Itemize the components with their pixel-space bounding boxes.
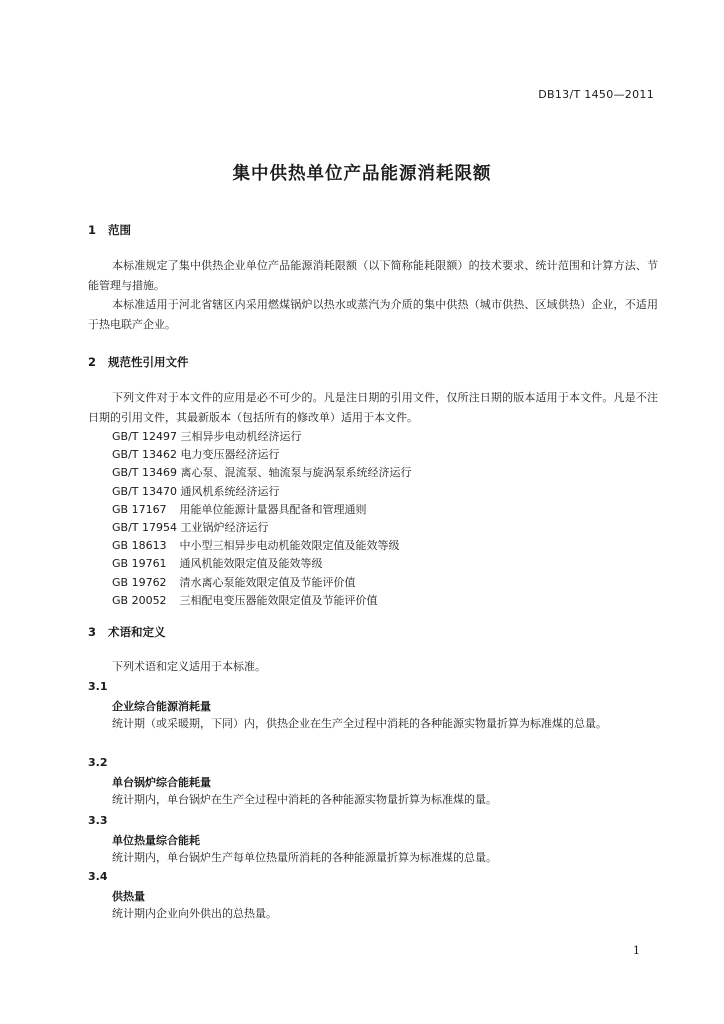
section-3-heading <box>88 624 166 640</box>
reference-code: GB 20052 <box>112 593 167 607</box>
document-title: 集中供热单位产品能源消耗限额 <box>232 164 492 184</box>
references-intro: 下列文件对于本文件的应用是必不可少的。凡是注日期的引用文件，仅所注日期的版本适用于本文件。凡是不注日期的引用文件，其最新版本（包括所有的修改单）适用于本文件。 <box>88 391 658 424</box>
reference-title: 工业锅炉经济运行 <box>180 520 269 534</box>
terms-intro: 下列术语和定义适用于本标准。 <box>112 660 266 673</box>
clause-number: 3.4 <box>88 870 108 883</box>
reference-title: 三相配电变压器能效限定值及节能评价值 <box>179 593 378 607</box>
section-title: 规范性引用文件 <box>108 355 189 369</box>
section-2-heading <box>88 354 189 370</box>
reference-item <box>112 501 412 519</box>
term-definition: 统计期内，单台锅炉生产每单位热量所消耗的各种能源量折算为标准煤的总量。 <box>112 851 497 864</box>
section-title: 术语和定义 <box>108 625 166 639</box>
reference-item <box>112 446 412 464</box>
term-definition: 统计期内企业向外供出的总热量。 <box>112 907 277 920</box>
reference-title: 中小型三相异步电动机能效限定值及能效等级 <box>179 539 400 553</box>
reference-code: GB 19762 <box>112 575 167 589</box>
section-title: 范围 <box>108 223 131 237</box>
reference-title: 通风机系统经济运行 <box>180 484 280 498</box>
section-number: 2 <box>88 355 97 369</box>
reference-item <box>112 574 412 592</box>
reference-code: GB/T 13462 <box>112 448 177 462</box>
reference-item <box>112 428 412 446</box>
reference-code: GB/T 13470 <box>112 484 177 498</box>
reference-item <box>112 592 412 610</box>
term-name: 单台锅炉综合能耗量 <box>112 776 211 789</box>
reference-title: 三相异步电动机经济运行 <box>180 430 302 443</box>
term-name: 供热量 <box>112 890 145 903</box>
reference-item <box>112 555 412 573</box>
clause-number: 3.2 <box>88 756 108 769</box>
term-name: 企业综合能源消耗量 <box>112 700 211 713</box>
document-code: DB13/T 1450—2011 <box>538 88 654 101</box>
clause-number: 3.3 <box>88 814 108 827</box>
reference-code: GB 19761 <box>112 557 167 571</box>
reference-item <box>112 519 412 537</box>
reference-item <box>112 464 412 482</box>
term-definition: 统计期内，单台锅炉在生产全过程中消耗的各种能源实物量折算为标准煤的量。 <box>112 793 497 806</box>
term-definition: 统计期（或采暖期，下同）内，供热企业在生产全过程中消耗的各种能源实物量折算为标准煤的总量。 <box>112 717 607 730</box>
reference-title: 通风机能效限定值及能效等级 <box>179 557 323 571</box>
normative-reference-list <box>112 428 412 610</box>
reference-title: 离心泵、混流泵、轴流泵与旋涡泵系统经济运行 <box>180 466 412 480</box>
page-number: 1 <box>633 944 640 957</box>
reference-code: GB/T 17954 <box>112 520 177 534</box>
reference-code: GB/T 12497 <box>112 430 177 443</box>
section-number: 1 <box>88 223 97 237</box>
scope-paragraph-1: 本标准规定了集中供热企业单位产品能源消耗限额（以下简称能耗限额）的技术要求、统计范围和计算方法、节能管理与措施。 <box>88 259 658 292</box>
reference-item <box>112 483 412 501</box>
section-1-heading <box>88 222 131 238</box>
section-number: 3 <box>88 625 97 639</box>
scope-paragraph-2: 本标准适用于河北省辖区内采用燃煤锅炉以热水或蒸汽为介质的集中供热（城市供热、区域供热）企业，不适用于热电联产企业。 <box>88 298 658 331</box>
term-name: 单位热量综合能耗 <box>112 834 200 847</box>
reference-title: 清水离心泵能效限定值及节能评价值 <box>179 575 356 589</box>
reference-title: 用能单位能源计量器具配备和管理通则 <box>179 502 367 516</box>
reference-code: GB/T 13469 <box>112 466 177 480</box>
clause-number: 3.1 <box>88 680 108 693</box>
reference-code: GB 18613 <box>112 539 167 553</box>
reference-item <box>112 537 412 555</box>
reference-code: GB 17167 <box>112 502 167 516</box>
reference-title: 电力变压器经济运行 <box>180 448 280 462</box>
